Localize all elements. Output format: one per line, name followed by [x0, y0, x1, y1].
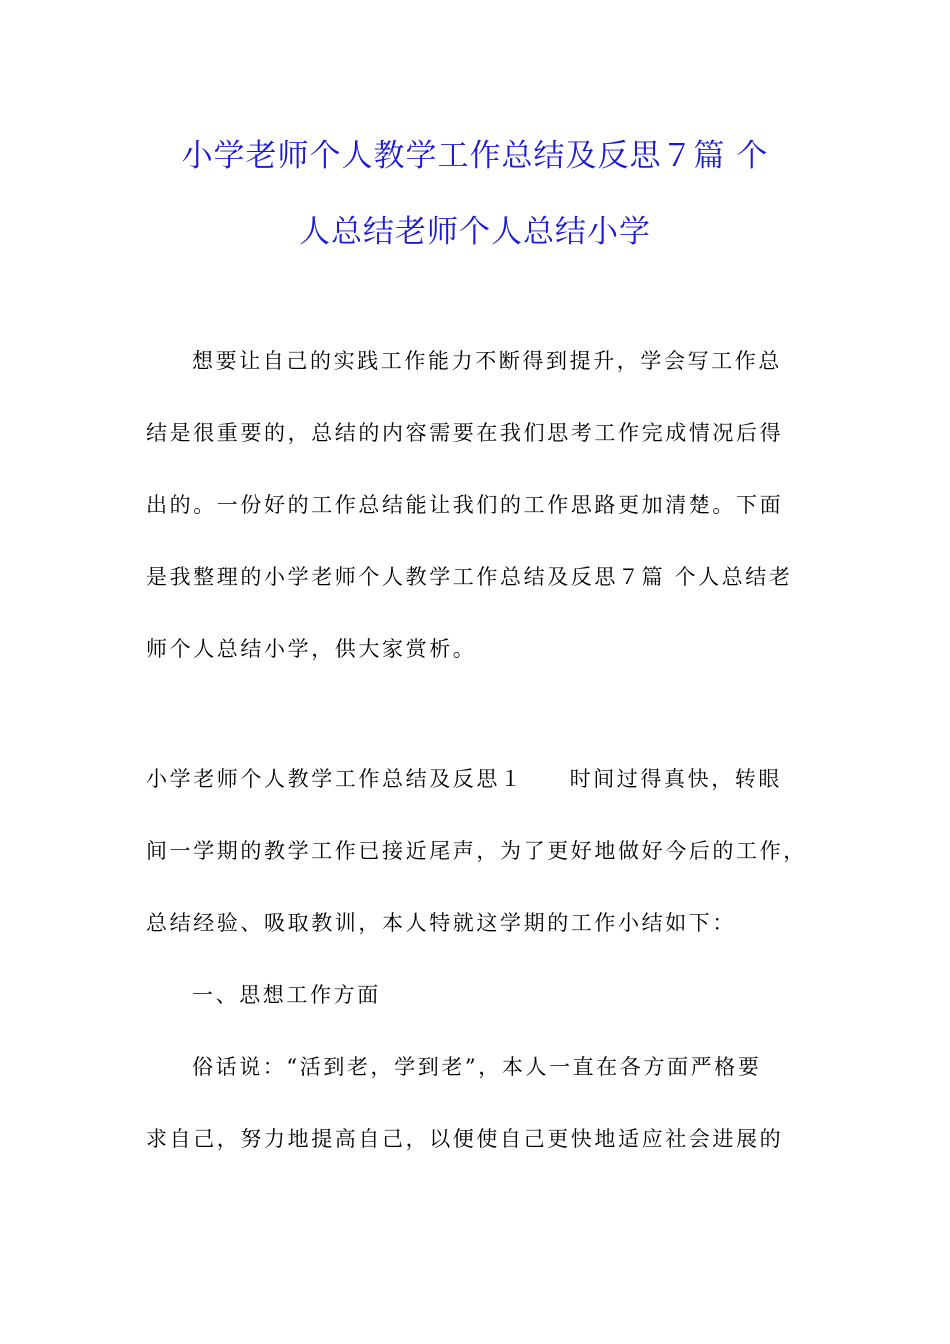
section-subheading: 一、思想工作方面 — [192, 983, 381, 1007]
intro-line-5: 师个人总结小学，供大家赏析。 — [146, 637, 477, 661]
section-para-line-1: 俗话说：“活到老，学到老”，本人一直在各方面严格要 — [192, 1055, 762, 1079]
section-para-line-2: 求自己，努力地提高自己，以便使自己更快地适应社会进展的 — [146, 1127, 784, 1151]
document-title — [140, 118, 810, 270]
title-line-1: 小学老师个人教学工作总结及反思７篇 个 — [181, 138, 769, 174]
intro-paragraph — [146, 325, 810, 685]
intro-line-1: 想要让自己的实践工作能力不断得到提升，学会写工作总 — [192, 349, 782, 373]
section-first-line — [146, 743, 810, 815]
section-line-2: 间一学期的教学工作已接近尾声，为了更好地做好今后的工作， — [146, 839, 807, 863]
section-1 — [146, 743, 810, 1175]
section-line-3: 总结经验、吸取教训，本人特就这学期的工作小结如下： — [146, 911, 736, 935]
title-line-2: 人总结老师个人总结小学 — [299, 214, 651, 250]
intro-line-4: 是我整理的小学老师个人教学工作总结及反思７篇 个人总结老 — [146, 565, 793, 589]
section-heading: 小学老师个人教学工作总结及反思１ — [146, 767, 524, 791]
section-first-line-text: 时间过得真快，转眼 — [569, 767, 783, 791]
intro-line-3: 出的。一份好的工作总结能让我们的工作思路更加清楚。下面 — [146, 493, 784, 517]
intro-line-2: 结是很重要的，总结的内容需要在我们思考工作完成情况后得 — [146, 421, 784, 445]
